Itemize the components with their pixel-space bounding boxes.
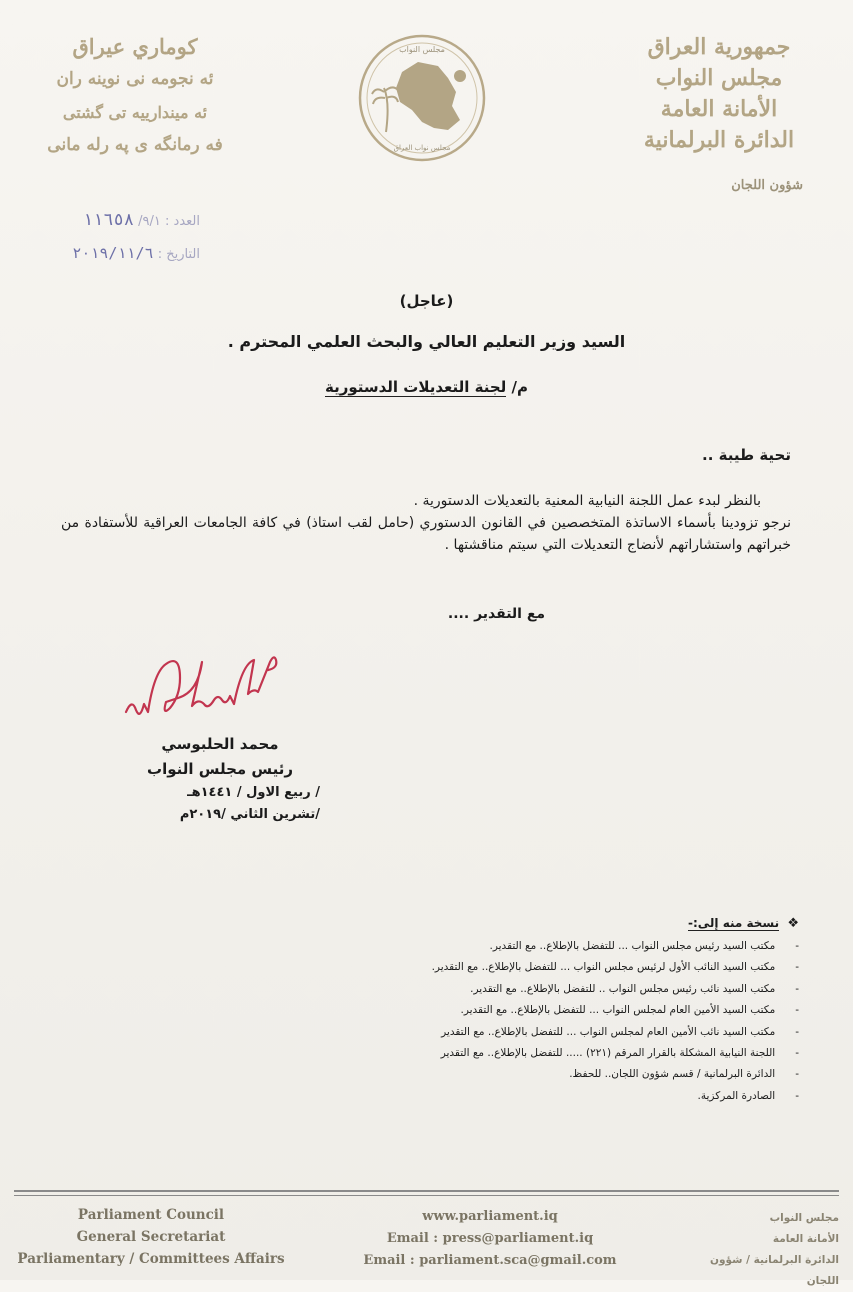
letterhead-line: ئه نجومه نى نوينه ران — [56, 69, 214, 89]
letterhead-line: مجلس النواب — [655, 65, 783, 91]
footer-rule-thin — [14, 1195, 839, 1196]
list-item: - الدائرة البرلمانية / قسم شؤون اللجان.. للحفظ. — [299, 1064, 799, 1085]
list-item: - مكتب السيد النائب الأول لرئيس مجلس النواب ... للتفضل بالإطلاع.. مع التقدير. — [299, 957, 799, 978]
letter-body — [61, 490, 791, 556]
copies-heading-text: نسخة منه إلى:- — [688, 916, 780, 930]
closing: مع التقدير .... — [447, 606, 546, 622]
list-item: - مكتب السيد الأمين العام لمجلس النواب ... للتفضل بالإطلاع.. مع التقدير. — [299, 1000, 799, 1021]
footer-email: Email : parliament.sca@gmail.com — [363, 1253, 617, 1268]
signatory-name: محمد الحلبوسي — [161, 735, 279, 753]
footer-line: Parliamentary / Committees Affairs — [17, 1251, 285, 1267]
reference-number-label: العدد : ٩/١/ — [138, 214, 200, 229]
reference-date — [10, 244, 200, 262]
copies-list — [299, 936, 799, 1107]
list-item: - مكتب السيد نائب الأمين العام لمجلس النواب ... للتفضل بالإطلاع.. مع التقدير — [299, 1022, 799, 1043]
footer-line: General Secretariat — [76, 1229, 226, 1245]
reference-date-label: التاريخ : — [157, 247, 200, 262]
footer-website: www.parliament.iq — [422, 1209, 558, 1224]
paragraph-intro: بالنظر لبدء عمل اللجنة النيابية المعنية بالتعديلات الدستورية . — [413, 493, 761, 509]
emblem-bottom-text: مجلس نواب العراق — [393, 144, 451, 152]
list-item: - اللجنة النيابية المشكلة بالقرار المرقم (٢٢١) ..... للتفضل بالإطلاع.. مع التقدير — [299, 1043, 799, 1064]
footer-rule — [14, 1190, 839, 1192]
footer-line: الدائرة البرلمانية / شؤون اللجان — [710, 1254, 839, 1287]
footer-line: مجلس النواب — [769, 1212, 839, 1224]
copies-heading — [688, 916, 799, 931]
letterhead-line: الدائرة البرلمانية — [643, 127, 795, 153]
reference-date-value: ٢٠١٩/١١/٦ — [72, 244, 154, 262]
greeting: تحية طيبة .. — [702, 446, 791, 464]
signature-dates — [150, 782, 320, 826]
hijri-date: / ربيع الاول / ١٤٤١هـ — [187, 785, 320, 800]
addressee: السيد وزير التعليم العالي والبحث العلمي المحترم . — [227, 332, 626, 351]
list-item: - الصادرة المركزية. — [299, 1086, 799, 1107]
subject-prefix: م/ — [511, 378, 529, 396]
letterhead-kurdish — [30, 30, 240, 162]
footer-arabic — [699, 1208, 839, 1292]
footer-contact — [330, 1206, 650, 1272]
footer-line: الأمانة العامة — [772, 1233, 839, 1245]
gregorian-date: /تشرين الثاني /٢٠١٩م — [179, 807, 320, 822]
letterhead-department: شؤون اللجان — [731, 178, 803, 193]
footer-email: Email : press@parliament.iq — [386, 1231, 594, 1246]
parliament-emblem-icon — [356, 32, 488, 164]
diamond-bullet-icon: ❖ — [787, 916, 799, 931]
reference-number-value: ١١٦٥٨ — [82, 210, 134, 230]
footer-english — [6, 1204, 296, 1270]
list-item: - مكتب السيد رئيس مجلس النواب ... للتفضل بالإطلاع.. مع التقدير. — [299, 936, 799, 957]
emblem-top-text: مجلس النواب — [399, 45, 445, 54]
signatory-title: رئيس مجلس النواب — [147, 760, 293, 778]
signatory — [120, 732, 320, 782]
signature-icon — [118, 650, 328, 730]
letterhead-arabic — [619, 32, 819, 201]
urgent-label: (عاجل) — [399, 292, 454, 310]
letterhead-line: ئه ميندارييه تى گشتى — [62, 103, 208, 122]
list-item: - مكتب السيد نائب رئيس مجلس النواب .. للتفضل بالإطلاع.. مع التقدير. — [299, 979, 799, 1000]
subject-line — [0, 378, 853, 396]
reference-number — [10, 210, 200, 230]
letterhead-line: جمهورية العراق — [647, 34, 791, 60]
letterhead-line: فه رمانگه ى په رله مانى — [47, 135, 223, 155]
paragraph-request: نرجو تزودينا بأسماء الاساتذة المتخصصين في القانون الدستوري (حامل لقب استاذ) في كافة الجامعات العراقية للأستفادة من خبراتهم واستشاراتهم لأنضاج التعديلات التي سيتم مناقشتها . — [61, 515, 791, 553]
footer-line: Parliament Council — [77, 1207, 225, 1223]
letterhead-line: الأمانة العامة — [660, 96, 778, 122]
letterhead-line: كوماري عيراق — [72, 34, 198, 59]
subject-text: لجنة التعديلات الدستورية — [324, 378, 507, 396]
